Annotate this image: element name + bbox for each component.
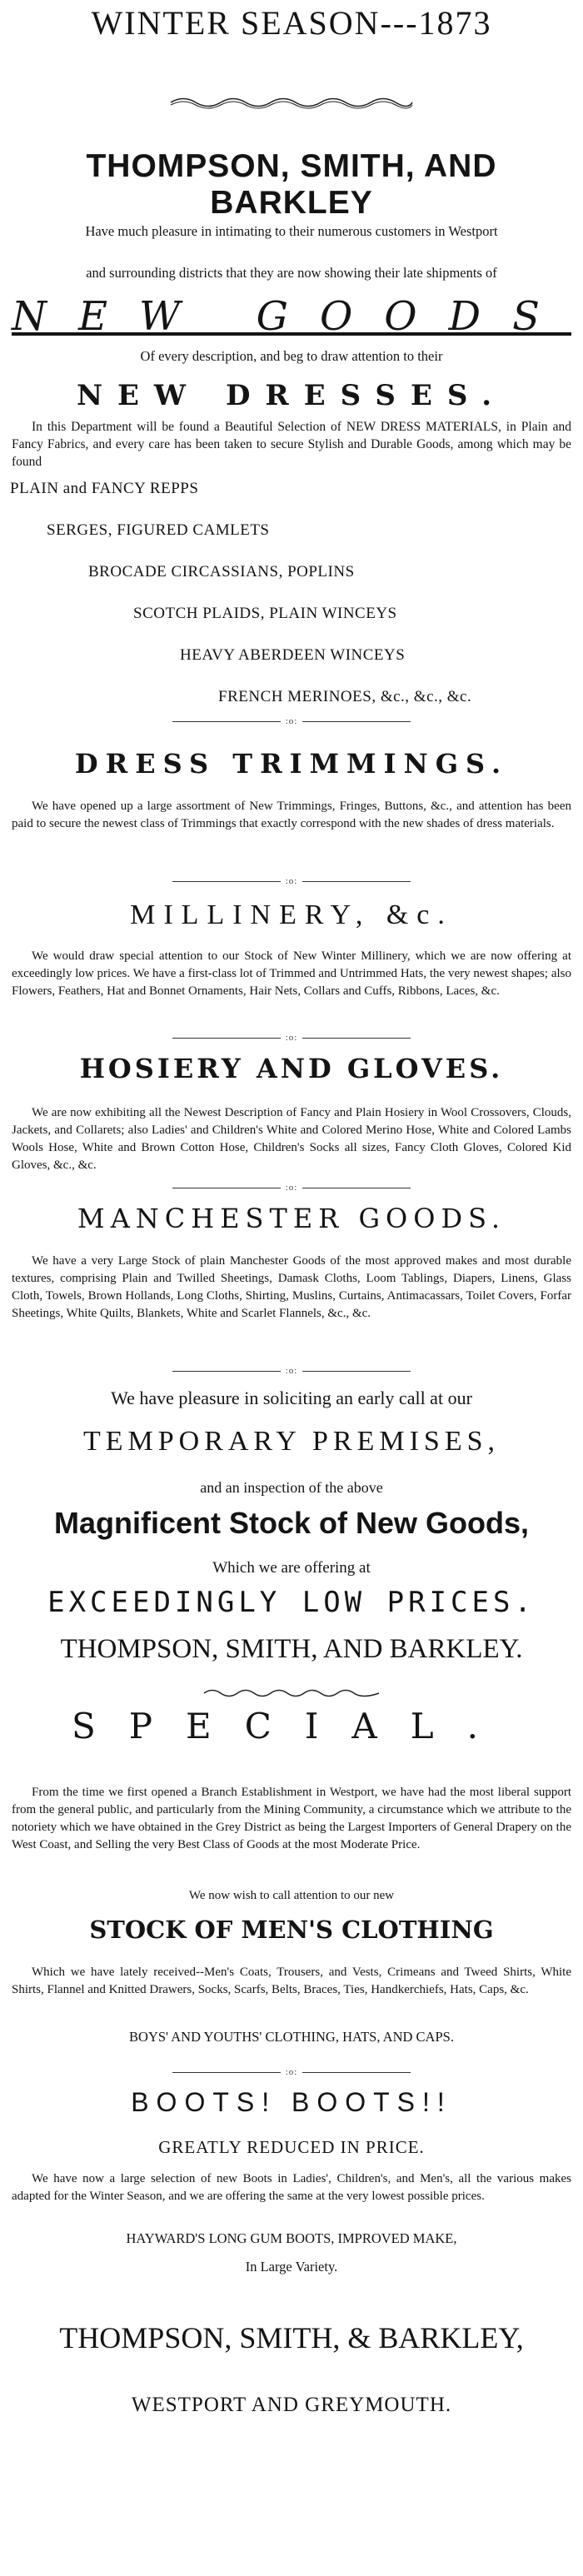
dress-item: SERGES, FIGURED CAMLETS xyxy=(47,521,270,539)
wish-to-call-line: We now wish to call attention to our new xyxy=(188,1889,395,1902)
manchester-heading: MANCHESTER GOODS. xyxy=(77,1203,506,1234)
trimmings-heading: DRESS TRIMMINGS. xyxy=(74,748,509,780)
millinery-heading: MILLINERY, &c. xyxy=(130,899,453,930)
ornamental-flourish-mid xyxy=(200,1686,383,1701)
dress-item: SCOTCH PLAIDS, PLAIN WINCEYS xyxy=(133,605,397,622)
low-prices-heading: EXCEEDINGLY LOW PRICES. xyxy=(47,1586,536,1619)
locations-line: WESTPORT AND GREYMOUTH. xyxy=(131,2394,452,2416)
masthead: WINTER SEASON---1873 xyxy=(91,4,492,42)
mens-clothing-heading: STOCK OF MEN'S CLOTHING xyxy=(89,1916,494,1944)
magnificent-heading: Magnificent Stock of New Goods, xyxy=(53,1506,530,1540)
hosiery-paragraph: We are now exhibiting all the Newest Description of Fancy and Plain Hosiery in Wool Crossovers, Clouds, Jackets, and Collarets; also Ladies' and Children's White and Colored Merino Hose, White and Colored Lambs Wools Hose, White and Brown Cotton Hose, Children's Socks all sizes, Fancy Cloth Gloves, Colored Kid Gloves, &c., &c. xyxy=(12,1106,571,1172)
dress-item: HEAVY ABERDEEN WINCEYS xyxy=(180,646,406,664)
new-dresses-heading: NEW DRESSES. xyxy=(76,379,507,412)
section-rule: :o: xyxy=(0,1033,583,1043)
section-rule: :o: xyxy=(0,1183,583,1193)
special-paragraph: From the time we first opened a Branch Establishment in Westport, we have had the most liberal support from the general public, and particularly from the Mining Community, a circumstance which we attribute to the notoriety which we have obtained in the Grey District as being the Largest Importers of General Drapery on the West Coast, and Selling the very Best Class of Goods at the most Moderate Price. xyxy=(12,1786,571,1851)
soliciting-line: We have pleasure in soliciting an early call at our xyxy=(111,1388,472,1408)
dress-item: FRENCH MERINOES, &c., &c., &c. xyxy=(218,688,472,705)
hosiery-heading: HOSIERY AND GLOVES. xyxy=(79,1053,504,1084)
inspection-line: and an inspection of the above xyxy=(200,1479,383,1496)
every-description-line: Of every description, and beg to draw attention to their xyxy=(140,348,443,364)
large-variety-line: In Large Variety. xyxy=(245,2259,338,2275)
temporary-premises-heading: TEMPORARY PREMISES, xyxy=(82,1426,501,1457)
dresses-paragraph: In this Department will be found a Beautiful Selection of NEW DRESS MATERIALS, in Plain and Fancy Fabrics, and every care has been taken to secure Stylish and Durable Goods, among which may be found xyxy=(12,420,571,469)
boys-clothing-line: BOYS' AND YOUTHS' CLOTHING, HATS, AND CAPS. xyxy=(129,2029,454,2045)
greatly-reduced-line: GREATLY REDUCED IN PRICE. xyxy=(158,2137,425,2157)
haywards-line: HAYWARD'S LONG GUM BOOTS, IMPROVED MAKE, xyxy=(126,2230,457,2246)
new-goods-heading: NEW GOODS xyxy=(11,293,572,340)
section-rule: :o: xyxy=(0,1366,583,1376)
dress-item: BROCADE CIRCASSIANS, POPLINS xyxy=(88,563,355,580)
trimmings-paragraph: We have opened up a large assortment of New Trimmings, Fringes, Buttons, &c., and attention has been paid to secure the newest class of Trimmings that exactly correspond with the new shades of dress materials. xyxy=(12,800,571,830)
offering-line: Which we are offering at xyxy=(212,1559,371,1577)
firm-heading: THOMPSON, SMITH, AND BARKLEY xyxy=(86,148,497,221)
boots-paragraph: We have now a large selection of new Boots in Ladies', Children's, and Men's, all the various makes adapted for the Winter Season, and we are offering the same at the very lowest possible prices. xyxy=(12,2172,571,2203)
mens-clothing-paragraph: Which we have lately received--Men's Coats, Trousers, and Vests, Crimeans and Tweed Shirts, White Shirts, Flannel and Knitted Drawers, Socks, Scarfs, Belts, Braces, Ties, Handkerchiefs, Hats, Caps, &c. xyxy=(12,1966,571,1996)
intro-line-1: Have much pleasure in intimating to their numerous customers in Westport xyxy=(85,223,498,239)
boots-heading: BOOTS! BOOTS!! xyxy=(131,2087,452,2117)
section-rule: :o: xyxy=(0,876,583,886)
special-heading: SPECIAL. xyxy=(72,1706,511,1746)
firm-name-light: THOMPSON, SMITH, AND BARKLEY. xyxy=(60,1634,523,1664)
dress-item: PLAIN and FANCY REPPS xyxy=(10,480,199,497)
intro-line-2: and surrounding districts that they are now showing their late shipments of xyxy=(86,265,497,281)
manchester-paragraph: We have a very Large Stock of plain Manchester Goods of the most approved makes and most durable textures, comprising Plain and Twilled Sheetings, Damask Cloths, Loom Tablings, Diapers, Linens, Glass Cloth, Towels, Brown Hollands, Long Cloths, Shirting, Muslins, Curtains, Antimacassars, Toilet Covers, Forfar Sheetings, White Quilts, Blankets, White and Scarlet Flannels, &c., &c. xyxy=(12,1254,571,1320)
section-rule: :o: xyxy=(0,2067,583,2077)
section-rule: :o: xyxy=(0,716,583,726)
ornamental-flourish-top xyxy=(167,93,416,112)
millinery-paragraph: We would draw special attention to our Stock of New Winter Millinery, which we are now offering at exceedingly low prices. We have a first-class lot of Trimmed and Untrimmed Hats, the very newest shapes; also Flowers, Feathers, Hat and Bonnet Ornaments, Hair Nets, Collars and Cuffs, Ribbons, Laces, &c. xyxy=(12,949,571,998)
firm-name-footer: THOMPSON, SMITH, & BARKLEY, xyxy=(59,2321,524,2354)
